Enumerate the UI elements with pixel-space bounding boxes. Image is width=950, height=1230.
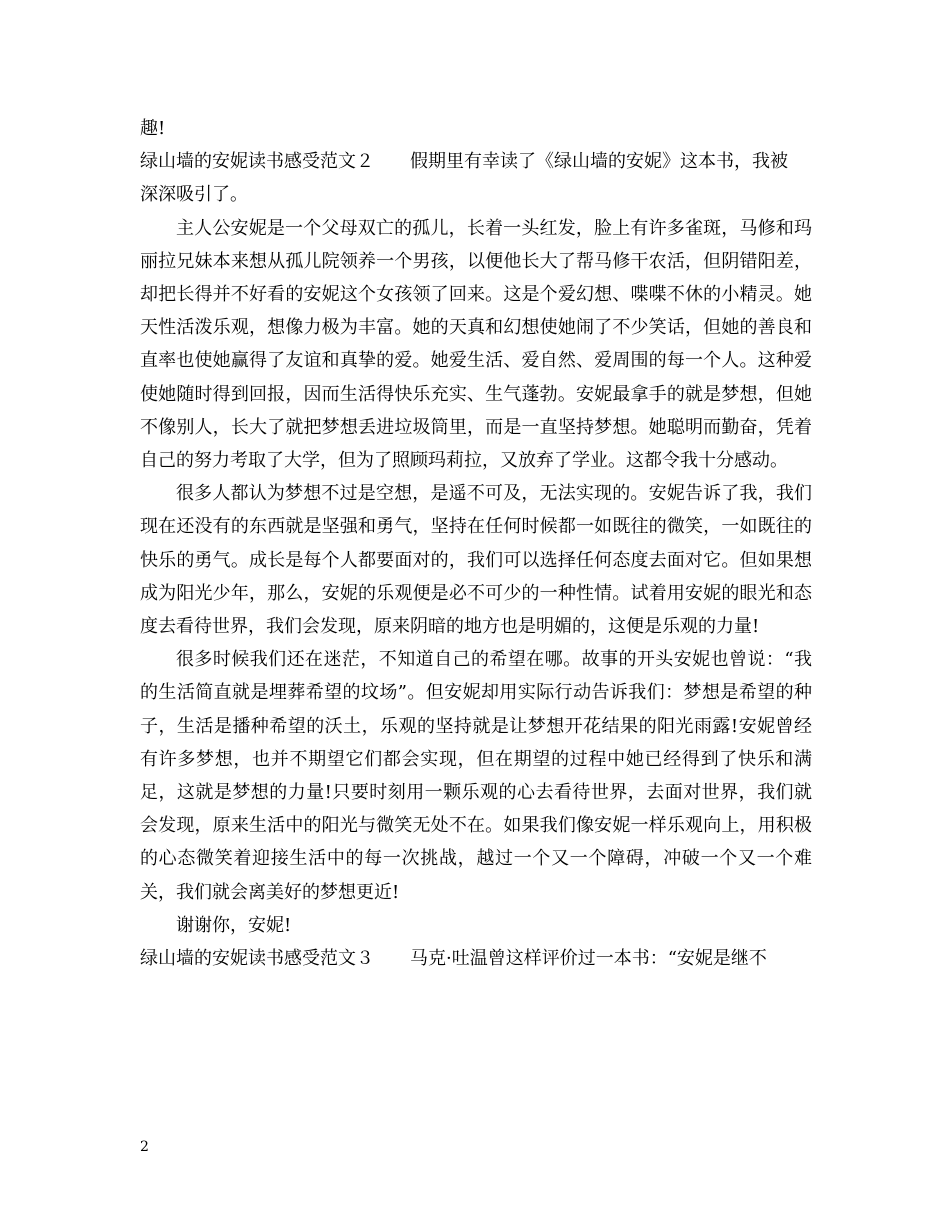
- paragraph-4: 谢谢你，安妮!: [176, 914, 292, 936]
- essay-heading-2: [140, 145, 812, 178]
- continuation-line: 趣!: [140, 118, 166, 139]
- page-number: 2: [140, 1139, 149, 1155]
- essay-opening-2: 假期里有幸读了《绿山墙的安妮》这本书，我被: [410, 151, 788, 173]
- essay-heading-3: [140, 942, 812, 975]
- essay-title-2: 绿山墙的安妮读书感受范文２: [140, 151, 374, 173]
- essay-title-3: 绿山墙的安妮读书感受范文３: [140, 948, 374, 970]
- essay-opening-continuation: 深深吸引了。: [140, 184, 248, 206]
- essay-opening-3: 马克·吐温曾这样评价过一本书：“安妮是继不: [410, 948, 767, 970]
- paragraph-3: 很多时候我们还在迷茫，不知道自己的希望在哪。故事的开头安妮也曾说：“我的生活简直就是埋葬希望的坟场”。但安妮却用实际行动告诉我们：梦想是希望的种子，生活是播种希望的沃土，乐观的坚持就是让梦想开花结果的阳光雨露!安妮曾经有许多梦想，也并不期望它们都会实现，但在期望的过程中她已经得到了快乐和满足，这就是梦想的力量!只要时刻用一颗乐观的心去看待世界，去面对世界，我们就会发现，原来生活中的阳光与微笑无处不在。如果我们像安妮一样乐观向上，用积极的心态微笑着迎接生活中的每一次挑战，越过一个又一个障碍，冲破一个又一个难关，我们就会离美好的梦想更近!: [140, 649, 812, 903]
- document-body: [140, 112, 812, 975]
- paragraph-2: 很多人都认为梦想不过是空想，是遥不可及，无法实现的。安妮告诉了我，我们现在还没有的东西就是坚强和勇气，坚持在任何时候都一如既往的微笑，一如既往的快乐的勇气。成长是每个人都要面对的，我们可以选择任何态度去面对它。但如果想成为阳光少年，那么，安妮的乐观便是必不可少的一种性情。试着用安妮的眼光和态度去看待世界，我们会发现，原来阴暗的地方也是明媚的，这便是乐观的力量!: [140, 483, 812, 638]
- paragraph-1: 主人公安妮是一个父母双亡的孤儿，长着一头红发，脸上有许多雀斑，马修和玛丽拉兄妹本来想从孤儿院领养一个男孩，以便他长大了帮马修干农活，但阴错阳差，却把长得并不好看的安妮这个女孩领了回来。这是个爱幻想、喋喋不休的小精灵。她天性活泼乐观，想像力极为丰富。她的天真和幻想使她闹了不少笑话，但她的善良和直率也使她赢得了友谊和真挚的爱。她爱生活、爱自然、爱周围的每一个人。这种爱使她随时得到回报，因而生活得快乐充实、生气蓬勃。安妮最拿手的就是梦想，但她不像别人，长大了就把梦想丢进垃圾筒里，而是一直坚持梦想。她聪明而勤奋，凭着自己的努力考取了大学，但为了照顾玛莉拉，又放弃了学业。这都令我十分感动。: [140, 217, 812, 472]
